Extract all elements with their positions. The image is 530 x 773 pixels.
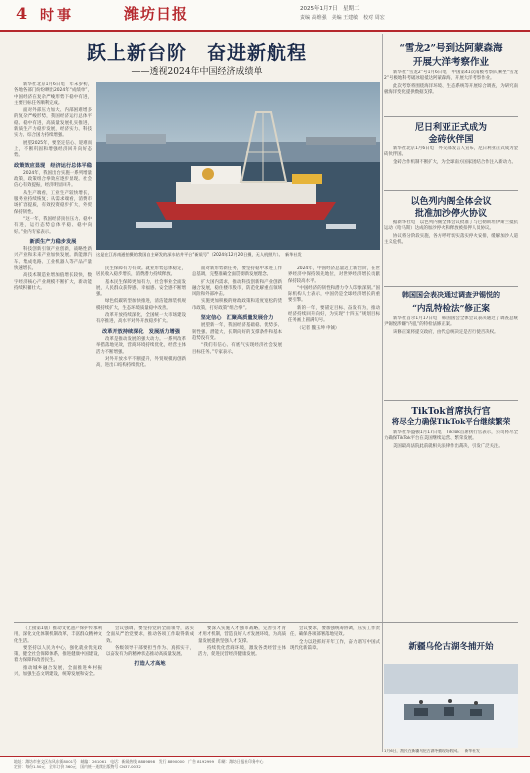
paragraph: 各级领导干部要担当作为、真抓实干，以奋发有为的精神状态推动高质量发展。 <box>106 645 194 658</box>
brief-body <box>384 70 518 114</box>
paragraph: 会议强调，要坚持党的全面领导，落实全面从严治党要求，推动各项工作取得新成效。 <box>106 626 194 644</box>
paragraph: 面对新形势新任务，要坚持稳中求进工作总基调，完整准确全面贯彻新发展理念。 <box>192 266 282 278</box>
paragraph: 高技术制造业增加值增长较快，数字经济核心产业规模不断扩大，新动能持续积蓄壮大。 <box>14 273 92 291</box>
paragraph: 美国最高法院此前就相关法律作出裁决，引发广泛关注。 <box>393 443 503 449</box>
paragraph: 实施更加积极的财政政策和适度宽松的货币政策，打好政策“组合拳”。 <box>192 299 282 311</box>
paragraph: 扩大国内需求，推动科技创新和产业创新融合发展，稳住楼市股市，防范化解重点领域风险和外部冲击。 <box>192 279 282 298</box>
photo-caption <box>384 749 518 756</box>
brief-divider <box>384 116 518 117</box>
paragraph: 从生产端看，工业生产较快增长，服务业持续恢复；从需求端看，消费市场扩容提质，有效投资稳步扩大，外贸保持韧性。 <box>14 190 92 215</box>
continued-column-3 <box>198 626 286 752</box>
paragraph: （记者 魏玉坤 申铖） <box>297 325 340 331</box>
section-heading: 坚定信心 汇聚高质量发展合力 <box>200 315 274 322</box>
brief-title: TikTok首席执行官 <box>411 407 491 417</box>
section-name: 时事 <box>40 8 74 24</box>
paragraph: 新华社北京1月6日电 外交部发言人宣布，尼日利亚正式成为金砖伙伴国。 <box>384 146 518 158</box>
article-column-2 <box>96 266 186 618</box>
continued-column-2 <box>106 626 194 752</box>
paragraph: 金砖合作机制不断扩大，为全球南方国家团结合作注入新动力。 <box>393 159 516 165</box>
paragraph: 新华社“雪龙2”号1月6日电 中国第41次南极考察队乘坐“雪龙2”号极地科考破冰船抵达阿蒙森海，开展大洋考察作业。 <box>384 70 518 82</box>
paragraph: 面对外部压力加大、内部困难增多的复杂严峻形势，我国经济运行总体平稳、稳中有进，高质量发展扎实推进，新质生产力稳步发展，经济实力、科技实力、综合国力持续增强。 <box>14 108 92 139</box>
photo-caption: 这是在江苏南通拍摄的我国自主研发的深水钻井平台“新质号”（2024年12月20日摄，无人机照片）。 新华社发 <box>96 252 302 257</box>
ice-fishing-illustration <box>384 664 518 748</box>
brief-title: 以色列内阁全体会议 <box>410 197 492 207</box>
footer-address: 地址：潍坊市奎文区东风东街8001号 邮编：261061 电话：新闻热线 8889898 发行 8890000 广告 8192999 印刷：潍坊日报社印务中心 <box>14 759 264 764</box>
page-number: 4 <box>16 4 28 23</box>
subheadline: ——透视2024年中国经济成绩单 <box>131 67 263 77</box>
winter-fishing-photo <box>384 664 518 748</box>
paragraph: 新华社首尔1月17日电 韩国国会全体会议表决通过了调查总统尹锡悦涉嫌“内乱”的特检法修正案。 <box>384 316 518 328</box>
issue-date: 2025年1月7日 星期二 <box>300 6 360 12</box>
article-column-1 <box>14 82 92 618</box>
paragraph: 改革开放持续深化，全国统一大市场建设有序推进，高水平对外开放稳步扩大。 <box>96 313 186 325</box>
paragraph: 全力以赴抓好开年工作，奋力谱写中国式现代化新篇章。 <box>290 639 380 651</box>
newspaper-logo: 潍坊日报 <box>124 5 189 23</box>
drilling-platform-illustration <box>96 82 380 250</box>
section-divider <box>14 622 518 623</box>
paragraph: 此次考察将围绕海洋环境、生态系统等开展综合调查，为研究南极海洋变化提供数据支撑。 <box>384 83 518 95</box>
paragraph: 推动城乡融合发展，全面推进乡村振兴，加强生态文明建设，统筹发展和安全。 <box>14 665 102 678</box>
paragraph: 会议要求，要加强统筹协调，压实工作责任，确保各项部署落地见效。 <box>290 626 380 638</box>
section-heading: 改革开放持续深化 发展活力增强 <box>102 328 180 335</box>
brief-title: 批准加沙停火协议 <box>414 209 487 219</box>
paragraph: 新华社华盛顿1月17日电 TikTok首席执行官表示，公司将尽全力确保TikTok平台在美国继续运营、繁荣发展。 <box>384 430 518 442</box>
brief-divider <box>384 190 518 191</box>
paragraph: 展望2025年，要坚定信心、迎难而上，不断巩固和增强经济回升向好态势。 <box>14 140 92 159</box>
brief-body <box>384 430 518 616</box>
continued-column-4 <box>290 626 380 752</box>
brief-body <box>384 316 518 396</box>
paragraph: （上接第1版）推动文化遗产保护传承利用，深化文化体制机制改革，丰富群众精神文化生活。 <box>14 626 102 644</box>
article-column-4 <box>288 266 380 618</box>
paragraph: “我们有信心、有底气实现经济社会发展目标任务。”专家表示。 <box>192 343 282 355</box>
article-column-3 <box>192 266 282 618</box>
paragraph: 要深入实施人才强市战略，完善引才育才用才机制，营造良好人才发展环境，为高质量发展提供坚强人才支撑。 <box>198 626 286 644</box>
brief-divider <box>384 400 518 401</box>
section-heading: 打造人才高地 <box>134 661 166 668</box>
paragraph: 据新华社电 以色列内阁全体会议批准了与巴勒斯坦伊斯兰抵抗运动（哈马斯）达成的加沙停火和释放被扣押人员协议。 <box>384 220 518 232</box>
headline: 跃上新台阶 奋进新航程 <box>86 42 307 64</box>
brief-divider <box>384 286 518 287</box>
paragraph: 新的一年，要锚定目标、奋发有为，推动经济持续回升向好，为实现“十四五”规划目标任务画上圆满句号。 <box>288 305 380 324</box>
caption-text: 1月6日，渔民在新疆乌伦古湖冬捕现场收网。 新华社发 <box>384 749 480 753</box>
paragraph: 新华社北京1月6日电 年末岁初，各地各部门纷纷晒出2024年“成绩单”，中国经济在复杂严峻形势下稳中有进，主要目标任务顺利完成。 <box>14 82 92 106</box>
paragraph: 对外开放水平不断提升，外贸规模再创新高，进出口结构持续优化。 <box>96 356 186 369</box>
editor-credits: 责编 高维强 美编 王建敏 校对 周宏 <box>300 15 385 21</box>
brief-title: 将尽全力确保TikTok平台继续繁荣 <box>391 417 511 426</box>
brief-body <box>384 220 518 282</box>
footer-price: 定价：每份1.50元 全年订价 360元 国内统一连续出版物号 CN37-0032 <box>14 764 141 769</box>
paragraph: 2024年，我国出台实施一系列增量政策，政策组合拳效应逐步显现。社会信心有效提振，经济明显回升。 <box>14 170 92 189</box>
page-header <box>0 0 530 32</box>
section-heading: 新质生产力稳步发展 <box>29 238 77 245</box>
paragraph: 持续优化营商环境，激发各类经营主体活力，促进民营经济健康发展。 <box>198 645 286 658</box>
brief-title: “雪龙2”号到达阿蒙森海 <box>399 43 503 54</box>
paragraph: “中国经济的韧性和潜力令人印象深刻。”国际机构人士表示，中国仍是全球经济增长的重要引擎。 <box>288 285 380 304</box>
paragraph: 科技创新引领产业创新，战略性新兴产业和未来产业加快发展。新能源汽车、集成电路、工业机器人等产品产量快速增长。 <box>14 247 92 272</box>
brief-title: 开展大洋考察作业 <box>412 57 489 68</box>
column-divider <box>382 34 383 752</box>
paragraph: 要坚持以人民为中心，强化就业优先政策，健全社会保障体系，推进健康中国建设，着力保障和改善民生。 <box>14 645 102 664</box>
paragraph: 民生保障有力有效。就业形势总体稳定，居民收入稳步增长，消费潜力持续释放。 <box>96 266 186 278</box>
brief-title: “内乱特检法”修正案 <box>412 304 490 314</box>
page-footer <box>0 756 530 773</box>
section-heading: 政策效应显现 经济运行总体平稳 <box>14 162 92 169</box>
brief-body <box>384 146 518 186</box>
brief-title: 金砖伙伴国 <box>428 135 474 145</box>
paragraph: 基本民生保障更加有力，社会事业全面发展，人民群众获得感、幸福感、安全感不断增强。 <box>96 279 186 298</box>
paragraph: 展望新一年，我国经济基础稳、优势多、韧性强、潜能大，长期向好的支撑条件和基本趋势没有变。 <box>192 323 282 341</box>
brief-title: 尼日利亚正式成为 <box>414 123 487 133</box>
brief-title: 韩国国会表决通过调查尹锡悦的 <box>402 290 500 299</box>
photo-news-title: 新疆乌伦古湖冬捕开始 <box>408 642 494 652</box>
paragraph: 2024年，中国经济总量迈上新台阶，在世界经济中保持领先地位，对世界经济增长贡献保持较高水平。 <box>288 266 380 284</box>
paragraph: 改革是推动发展的强大动力。一系列改革举措落地见效，营商环境持续优化，经营主体活力不断增强。 <box>96 336 186 355</box>
continued-column-1 <box>14 626 102 752</box>
paragraph: 绿色低碳转型加快推进，清洁能源装机规模持续扩大，生态环境质量稳中改善。 <box>96 299 186 311</box>
news-photo <box>96 82 380 250</box>
paragraph: “这一年，我国经济顶住压力、稳中有进，运行态势总体平稳、稳中向好。”业内专家表示。 <box>14 216 92 235</box>
paragraph: 协议将分阶段实施，各方呼吁切实落实停火安排，缓解加沙人道主义危机。 <box>384 233 518 245</box>
paragraph: 该修正案将提交政府，由代总统决定是否行使否决权。 <box>393 329 499 335</box>
